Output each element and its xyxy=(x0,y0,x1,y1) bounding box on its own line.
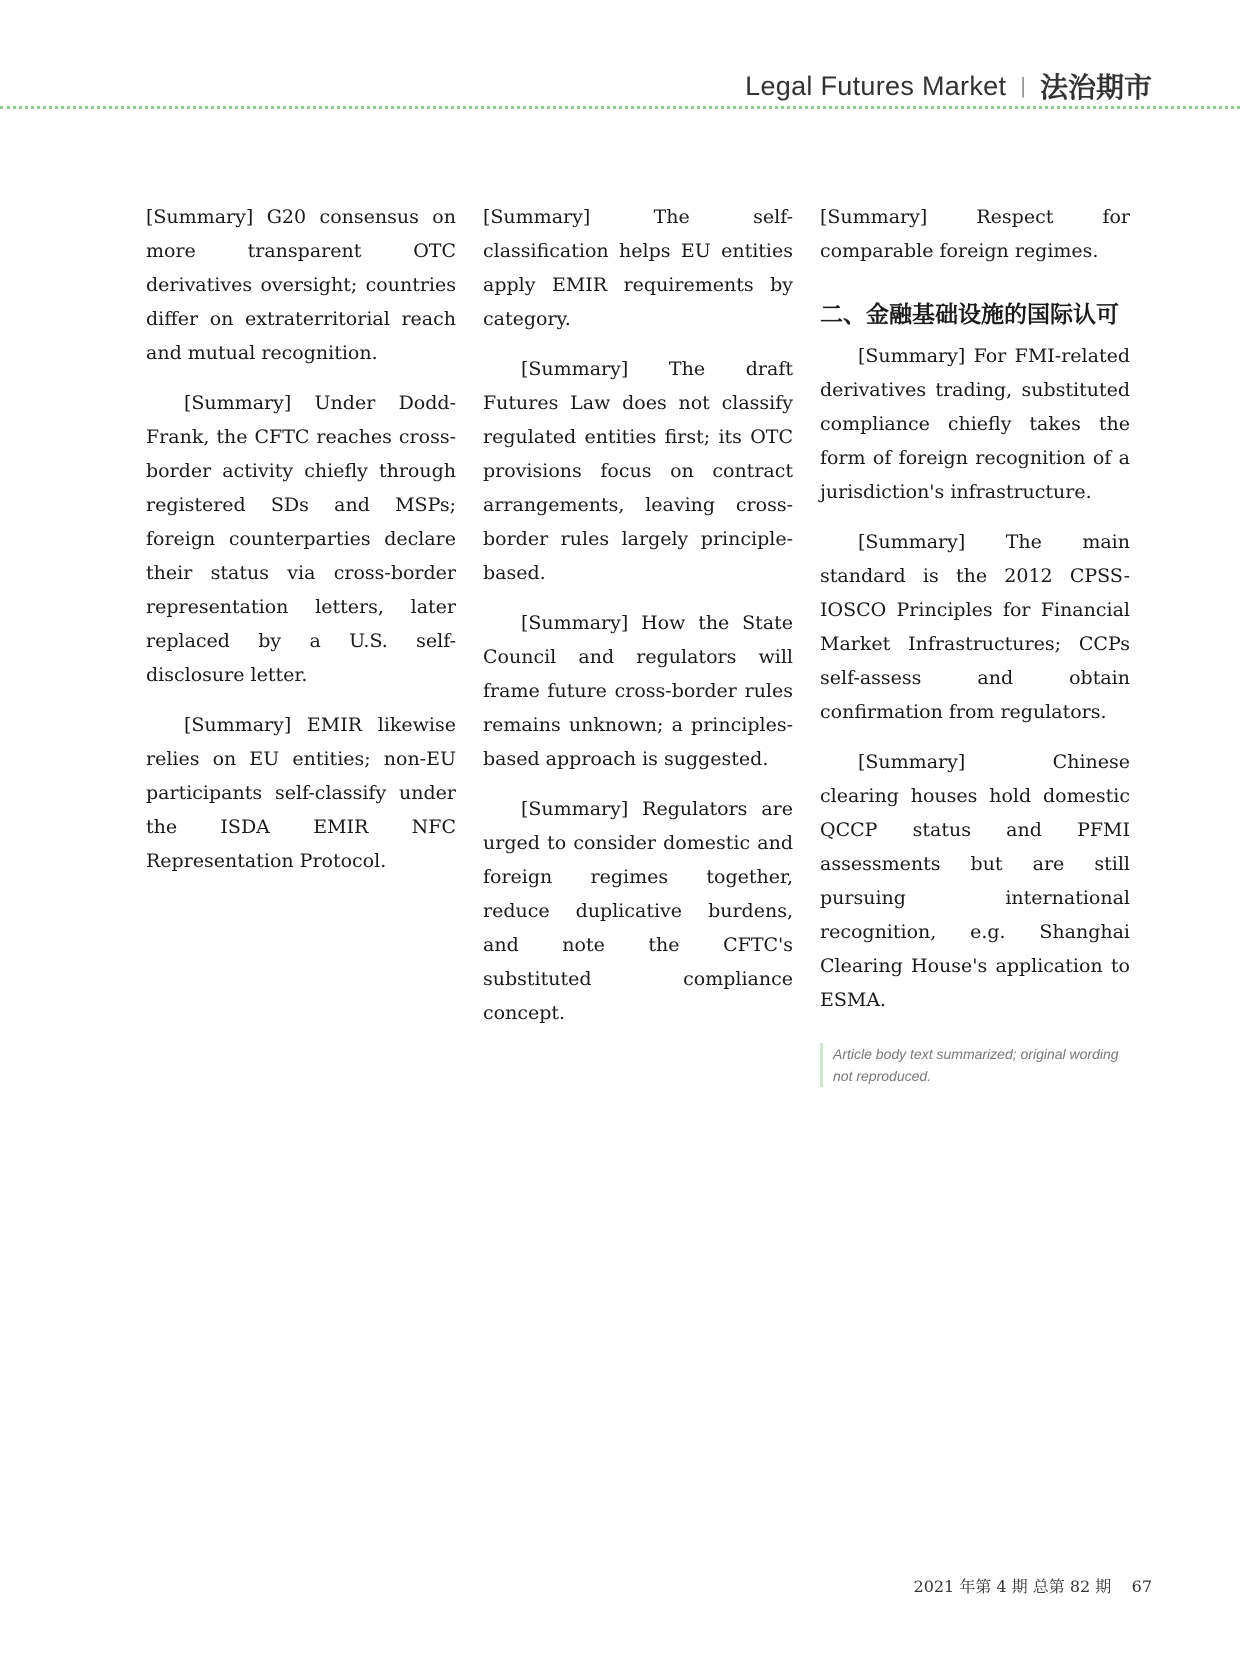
header-separator: | xyxy=(1020,73,1026,98)
paragraph: [Summary] The draft Futures Law does not classify regulated entities first; its OTC provisions focus on contract arrangements, leaving cross-border rules largely principle-based. xyxy=(483,358,793,584)
running-header xyxy=(745,66,1152,106)
article-body xyxy=(146,200,1150,1490)
journal-title-en: Legal Futures Market xyxy=(745,70,1007,101)
page-number: 67 xyxy=(1131,1577,1152,1596)
issue-info: 2021 年第 4 期 总第 82 期 xyxy=(913,1577,1112,1596)
column-2 xyxy=(483,200,793,1490)
page-footer xyxy=(914,1574,1152,1597)
journal-title-cn: 法治期市 xyxy=(1039,71,1152,104)
summary-note: Article body text summarized; original wording not reproduced. xyxy=(820,1043,1130,1087)
paragraph: [Summary] How the State Council and regulators will frame future cross-border rules remains unknown; a principles-based approach is suggested. xyxy=(483,612,793,770)
paragraph: [Summary] Chinese clearing houses hold domestic QCCP status and PFMI assessments but are still pursuing international recognition, e.g. Shanghai Clearing House's application to ESMA. xyxy=(820,751,1130,1011)
paragraph: [Summary] For FMI-related derivatives trading, substituted compliance chiefly takes the form of foreign recognition of a jurisdiction's infrastructure. xyxy=(820,345,1130,503)
section-heading: 二、金融基础设施的国际认可 xyxy=(820,302,1119,328)
paragraph: [Summary] The main standard is the 2012 CPSS-IOSCO Principles for Financial Market Infrastructures; CCPs self-assess and obtain confirmation from regulators. xyxy=(820,531,1130,723)
paragraph: [Summary] G20 consensus on more transparent OTC derivatives oversight; countries differ on extraterritorial reach and mutual recognition. xyxy=(146,206,456,364)
header-dotted-rule xyxy=(0,106,1240,109)
paragraph: [Summary] Respect for comparable foreign regimes. xyxy=(820,206,1130,262)
paragraph: [Summary] EMIR likewise relies on EU entities; non-EU participants self-classify under the ISDA EMIR NFC Representation Protocol. xyxy=(146,714,456,872)
paragraph: [Summary] Under Dodd-Frank, the CFTC reaches cross-border activity chiefly through registered SDs and MSPs; foreign counterparties declare their status via cross-border representation letters, later replaced by a U.S. self-disclosure letter. xyxy=(146,392,456,686)
paragraph: [Summary] The self-classification helps EU entities apply EMIR requirements by category. xyxy=(483,206,793,330)
column-1 xyxy=(146,200,456,1490)
paragraph: [Summary] Regulators are urged to consider domestic and foreign regimes together, reduce duplicative burdens, and note the CFTC's substituted compliance concept. xyxy=(483,798,793,1024)
column-3 xyxy=(820,200,1130,1490)
